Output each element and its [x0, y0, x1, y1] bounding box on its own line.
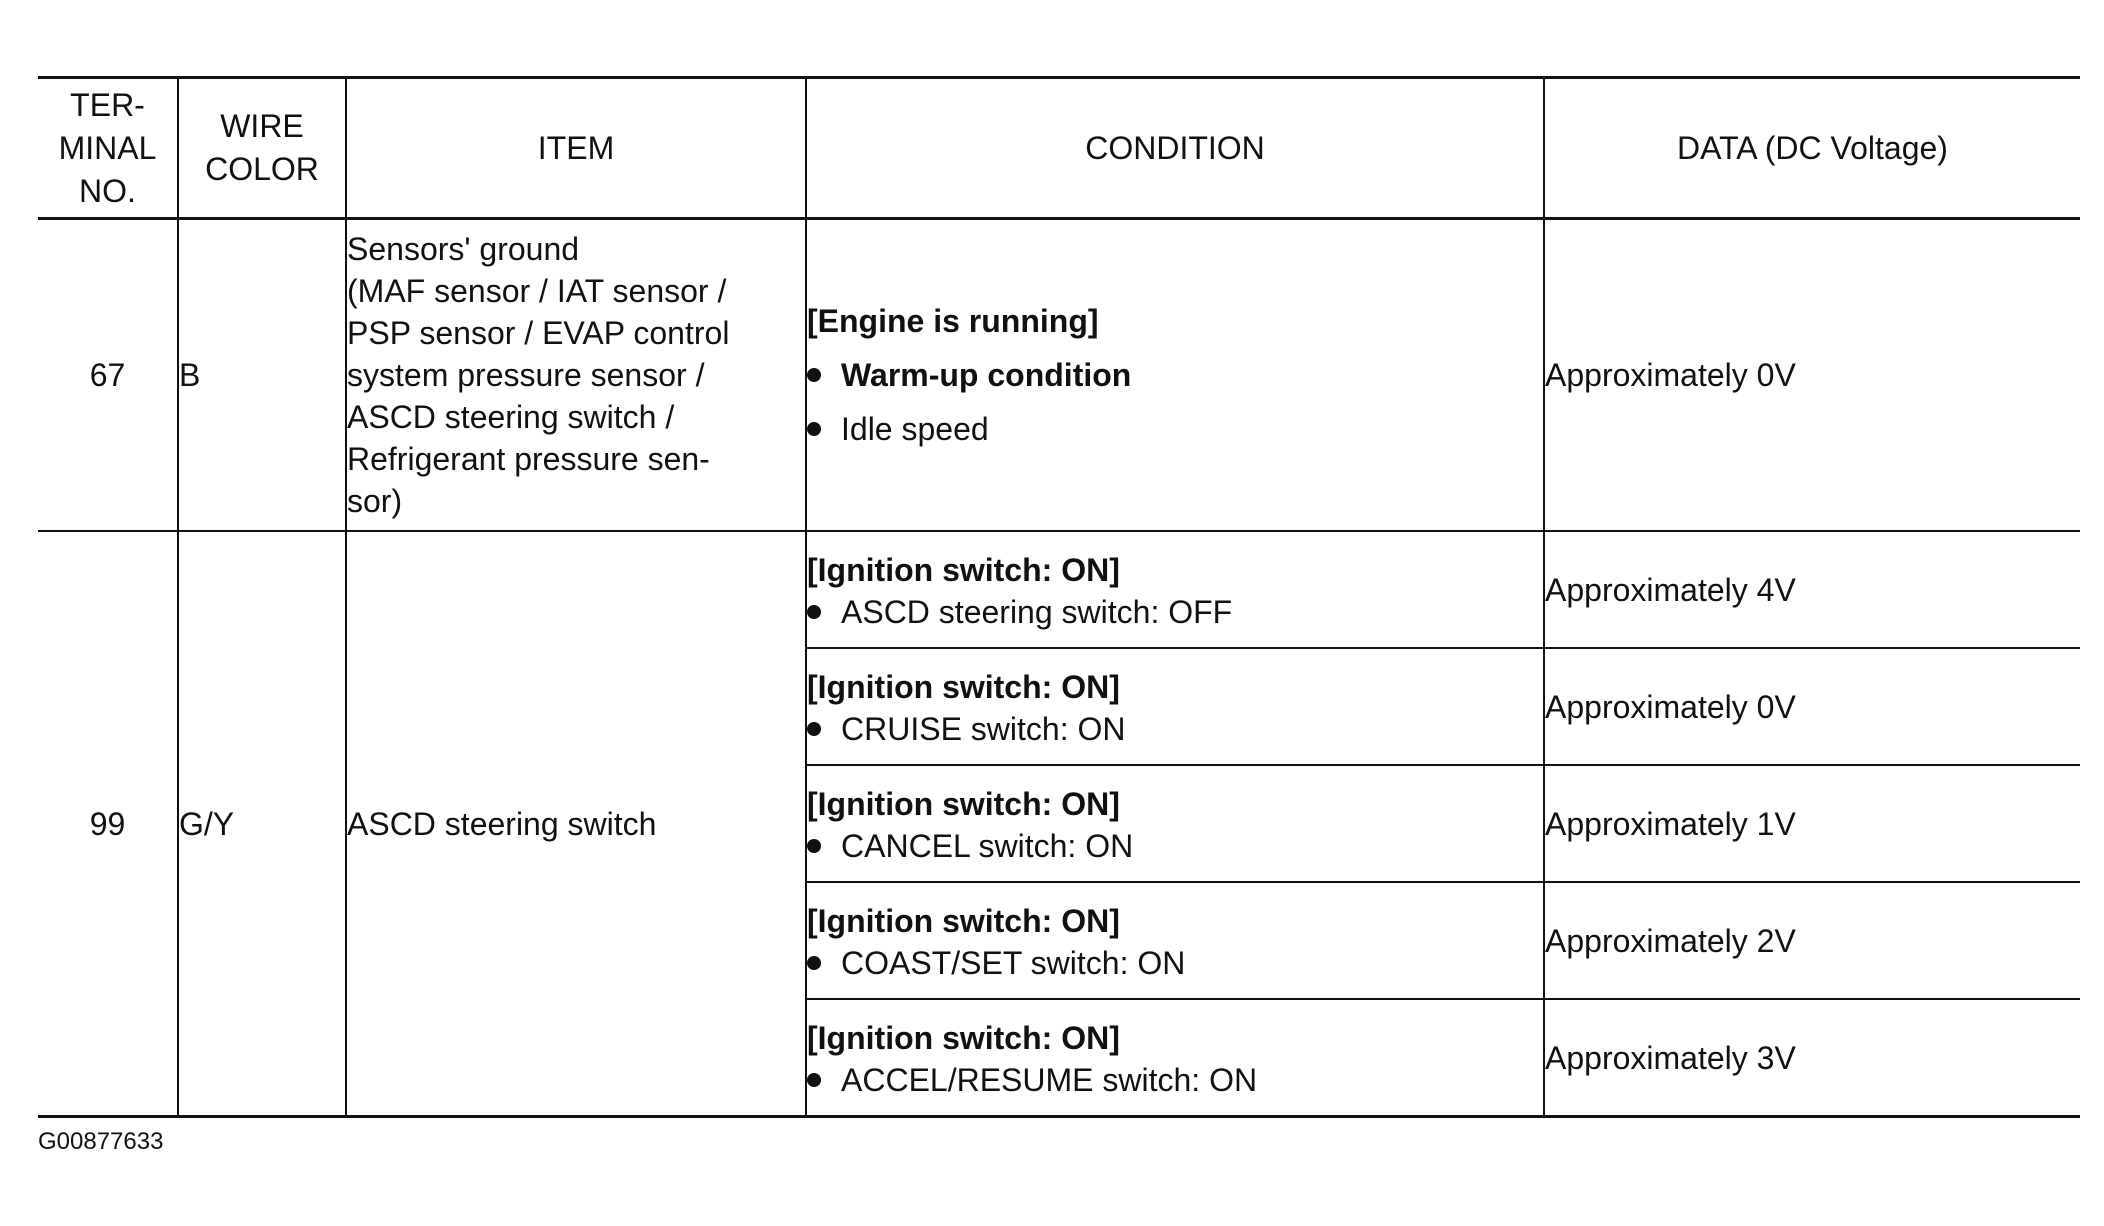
data-value: Approximately 3V	[1544, 999, 2080, 1117]
table-header-row	[38, 78, 2080, 219]
condition-heading: [Ignition switch: ON]	[807, 1019, 1120, 1056]
figure-id: G00877633	[38, 1128, 164, 1155]
header-wire-color: WIRE COLOR	[178, 78, 346, 219]
terminal-spec-table	[38, 76, 2080, 1118]
condition-heading: [Engine is running]	[807, 303, 1099, 339]
bullet-icon	[807, 839, 821, 853]
header-item: ITEM	[346, 78, 806, 219]
condition-bullet	[807, 591, 1543, 633]
condition-bullet	[807, 825, 1543, 867]
condition-cell	[806, 765, 1544, 882]
item-description: Sensors' ground (MAF sensor / IAT sensor / PSP sensor / EVAP control system pressure sensor / ASCD steering switch / Refrigerant pressure sen- sor)	[346, 219, 806, 532]
condition-bullet-text: ASCD steering switch: OFF	[841, 593, 1233, 630]
condition-bullet	[807, 708, 1543, 750]
header-terminal-no: TER- MINAL NO.	[38, 78, 178, 219]
spec-document	[38, 76, 2080, 1118]
header-condition: CONDITION	[806, 78, 1544, 219]
condition-bullet-text: Idle speed	[841, 411, 989, 447]
condition-bullet-text: CANCEL switch: ON	[841, 827, 1134, 864]
condition-bullet-text: Warm-up condition	[841, 357, 1132, 393]
condition-bullet-text: COAST/SET switch: ON	[841, 944, 1186, 981]
header-data: DATA (DC Voltage)	[1544, 78, 2080, 219]
bullet-icon	[807, 605, 821, 619]
condition-bullet	[807, 942, 1543, 984]
bullet-icon	[807, 956, 821, 970]
bullet-icon	[807, 722, 821, 736]
bullet-icon	[807, 422, 821, 436]
data-value: Approximately 0V	[1544, 648, 2080, 765]
bullet-icon	[807, 368, 821, 382]
condition-cell	[806, 648, 1544, 765]
condition-heading: [Ignition switch: ON]	[807, 668, 1120, 705]
table-row-terminal-67	[38, 219, 2080, 532]
terminal-number: 99	[38, 531, 178, 1117]
condition-heading: [Ignition switch: ON]	[807, 551, 1120, 588]
condition-bullet	[807, 402, 1543, 456]
condition-heading: [Ignition switch: ON]	[807, 785, 1120, 822]
condition-cell	[806, 531, 1544, 648]
data-value: Approximately 1V	[1544, 765, 2080, 882]
data-value: Approximately 2V	[1544, 882, 2080, 999]
condition-bullet	[807, 348, 1543, 402]
data-value: Approximately 0V	[1544, 219, 2080, 532]
data-value: Approximately 4V	[1544, 531, 2080, 648]
condition-cell	[806, 219, 1544, 532]
bullet-icon	[807, 1073, 821, 1087]
condition-bullet-text: ACCEL/RESUME switch: ON	[841, 1061, 1258, 1098]
condition-bullet-text: CRUISE switch: ON	[841, 710, 1126, 747]
condition-cell	[806, 999, 1544, 1117]
terminal-number: 67	[38, 219, 178, 532]
table-row-terminal-99	[38, 531, 2080, 648]
condition-heading: [Ignition switch: ON]	[807, 902, 1120, 939]
condition-cell	[806, 882, 1544, 999]
wire-color: G/Y	[178, 531, 346, 1117]
item-description: ASCD steering switch	[346, 531, 806, 1117]
wire-color: B	[178, 219, 346, 532]
condition-bullet	[807, 1059, 1543, 1101]
